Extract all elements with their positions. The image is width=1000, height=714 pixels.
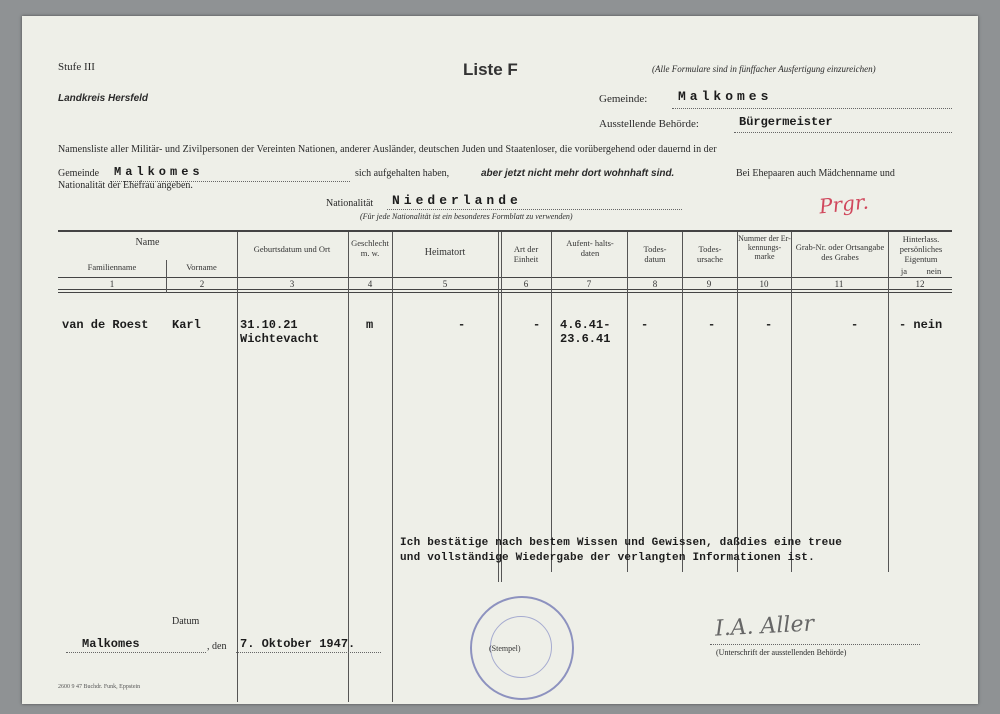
header-einheit: Art der Einheit xyxy=(513,244,539,264)
col-number-2: 2 xyxy=(199,279,205,289)
stufe-label: Stufe III xyxy=(58,61,95,73)
col-divider-2 xyxy=(237,232,238,702)
row-todesdatum: - xyxy=(641,318,649,332)
header-grab: Grab-Nr. oder Ortsangabe des Grabes xyxy=(795,242,885,262)
row-geburt-ort: Wichtevacht xyxy=(240,332,320,346)
col-number-1: 1 xyxy=(109,279,115,289)
datum-label: Datum xyxy=(172,616,200,627)
copies-note: (Alle Formulare sind in fünffacher Ausfertigung einzureichen) xyxy=(652,64,876,74)
col-divider-10 xyxy=(791,232,792,572)
table-number-rule xyxy=(58,289,952,290)
col-divider-5b xyxy=(501,232,502,582)
place-dotline xyxy=(66,652,206,653)
row-hinterlass: - nein xyxy=(899,318,943,332)
table-number-rule-2 xyxy=(58,292,952,293)
row-vorname: Karl xyxy=(172,318,201,332)
row-aufenthalt-von: 4.6.41- xyxy=(560,318,611,332)
intro-line-3: Nationalität der Ehefrau angeben. xyxy=(58,180,193,191)
col-number-7: 7 xyxy=(586,279,592,289)
header-geburt: Geburtsdatum und Ort xyxy=(253,244,331,254)
col-number-4: 4 xyxy=(367,279,373,289)
confirm-line-2: und vollständige Wiedergabe der verlangten Informationen ist. xyxy=(400,552,815,564)
col-number-10: 10 xyxy=(759,279,769,289)
header-ja: ja xyxy=(900,266,908,276)
intro-bold: aber jetzt nicht mehr dort wohnhaft sind. xyxy=(481,168,675,179)
nationalitaet-label: Nationalität xyxy=(326,198,374,209)
signature: I.A. Aller xyxy=(714,611,815,642)
gemeinde-dotline xyxy=(672,108,952,109)
col-number-5: 5 xyxy=(442,279,448,289)
signature-dotline xyxy=(710,644,920,645)
col-divider-7 xyxy=(627,232,628,572)
col-divider-11 xyxy=(888,232,889,572)
col-divider-9 xyxy=(737,232,738,572)
confirm-line-1: Ich bestätige nach bestem Wissen und Gewissen, daßdies eine treue xyxy=(400,537,843,549)
gemeinde-label: Gemeinde: xyxy=(599,93,648,105)
header-aufenthalt: Aufent- halts- daten xyxy=(566,238,614,258)
col-divider-6 xyxy=(551,232,552,572)
date-dotline xyxy=(236,652,381,653)
row-familienname: van de Roest xyxy=(62,318,149,332)
intro-rest: Bei Ehepaaren auch Mädchenname und xyxy=(736,168,895,179)
col-number-8: 8 xyxy=(652,279,658,289)
intro-gemeinde-value: Malkomes xyxy=(114,165,204,179)
nationalitaet-value: Niederlande xyxy=(392,193,522,208)
intro-gemeinde-label: Gemeinde xyxy=(58,168,100,179)
col-divider-8 xyxy=(682,232,683,572)
date-value: 7. Oktober 1947. xyxy=(240,637,356,651)
intro-line-1: Namensliste aller Militär- und Zivilpersonen der Vereinten Nationen, anderer Ausländer, deutschen Juden und Staatenloser, die vorübergehend oder dauernd in der xyxy=(58,144,717,155)
row-geburt-datum: 31.10.21 xyxy=(240,318,298,332)
row-todesursache: - xyxy=(708,318,716,332)
header-familienname: Familienname xyxy=(87,262,137,272)
gemeinde-value: Malkomes xyxy=(678,89,773,104)
form-sheet xyxy=(22,16,978,704)
header-nein: nein xyxy=(926,266,942,276)
row-aufenthalt-bis: 23.6.41 xyxy=(560,332,611,346)
header-hinterlass: Hinterlass. persönliches Eigentum xyxy=(899,234,943,264)
official-stamp xyxy=(470,596,574,700)
table-top-rule xyxy=(58,230,952,232)
col-number-3: 3 xyxy=(289,279,295,289)
table-header-rule xyxy=(58,277,952,278)
header-heimatort: Heimatort xyxy=(424,247,466,258)
row-heimatort: - xyxy=(458,318,466,332)
stempel-label: (Stempel) xyxy=(489,644,521,653)
col-number-12: 12 xyxy=(915,279,925,289)
den-label: , den xyxy=(207,641,227,652)
header-vorname: Vorname xyxy=(186,262,217,272)
form-title: Liste F xyxy=(463,60,518,79)
row-grab: - xyxy=(851,318,859,332)
col-divider-5 xyxy=(498,232,499,582)
behoerde-label: Ausstellende Behörde: xyxy=(599,118,699,130)
behoerde-dotline xyxy=(734,132,952,133)
header-todesursache: Todes- ursache xyxy=(697,244,723,264)
header-todesdatum: Todes- datum xyxy=(643,244,667,264)
print-note: 2600 9 47 Buchdr. Funk, Eppstein xyxy=(58,684,141,690)
nationalitaet-note: (Für jede Nationalität ist ein besonderes Formblatt zu verwenden) xyxy=(360,212,573,221)
header-erkennungsmarke: Nummer der Er- kennungs- marke xyxy=(738,234,791,261)
col-number-9: 9 xyxy=(706,279,712,289)
behoerde-value: Bürgermeister xyxy=(739,115,833,129)
nationalitaet-dotline xyxy=(387,209,682,210)
header-geschlecht: Geschlecht m. w. xyxy=(351,238,389,258)
col-divider-3 xyxy=(348,232,349,702)
col-divider-4 xyxy=(392,232,393,702)
signature-label: (Unterschrift der ausstellenden Behörde) xyxy=(716,648,847,657)
row-geschlecht: m xyxy=(366,318,374,332)
header-name: Name xyxy=(135,237,160,248)
col-number-11: 11 xyxy=(834,279,844,289)
col-number-6: 6 xyxy=(523,279,529,289)
place-value: Malkomes xyxy=(82,637,140,651)
row-einheit: - xyxy=(533,318,541,332)
row-erkennungsmarke: - xyxy=(765,318,773,332)
landkreis-label: Landkreis Hersfeld xyxy=(58,93,149,104)
red-margin-scrawl: Prgr. xyxy=(817,189,870,219)
intro-aufgehalten: sich aufgehalten haben, xyxy=(355,168,450,179)
